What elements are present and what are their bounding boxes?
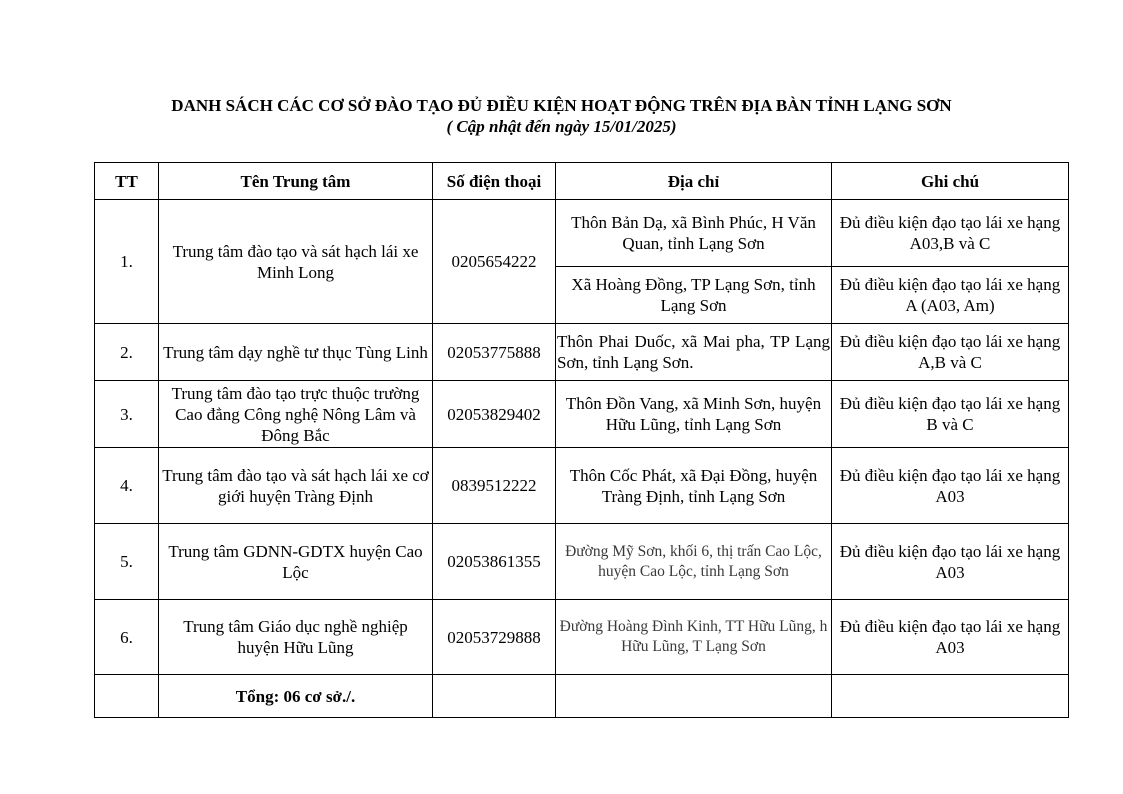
table-header-row bbox=[95, 163, 1069, 200]
header-phone: Số điện thoại bbox=[433, 163, 556, 200]
row-center-name: Trung tâm đào tạo và sát hạch lái xe cơ giới huyện Tràng Định bbox=[159, 448, 433, 524]
row-phone: 02053861355 bbox=[433, 524, 556, 600]
training-centers-table bbox=[94, 162, 1069, 718]
document-title: DANH SÁCH CÁC CƠ SỞ ĐÀO TẠO ĐỦ ĐIỀU KIỆN HOẠT ĐỘNG TRÊN ĐỊA BÀN TỈNH LẠNG SƠN bbox=[171, 96, 952, 115]
total-empty-tt bbox=[95, 675, 159, 718]
row-tt: 1. bbox=[95, 200, 159, 324]
row-tt: 6. bbox=[95, 600, 159, 675]
row-notes: Đủ điều kiện đạo tạo lái xe hạng A03 bbox=[832, 524, 1069, 600]
row-address: Thôn Cốc Phát, xã Đại Đồng, huyện Tràng Định, tỉnh Lạng Sơn bbox=[556, 448, 832, 524]
row-notes: Đủ điều kiện đạo tạo lái xe hạng A,B và C bbox=[832, 324, 1069, 381]
total-label: Tổng: 06 cơ sở./. bbox=[159, 675, 433, 718]
row-notes: Đủ điều kiện đạo tạo lái xe hạng A (A03, Am) bbox=[832, 267, 1069, 324]
row-address: Đường Hoàng Đình Kinh, TT Hữu Lũng, h Hữu Lũng, T Lạng Sơn bbox=[556, 600, 832, 675]
row-center-name: Trung tâm đào tạo trực thuộc trường Cao đẳng Công nghệ Nông Lâm và Đông Bắc bbox=[159, 381, 433, 448]
row-center-name: Trung tâm Giáo dục nghề nghiệp huyện Hữu Lũng bbox=[159, 600, 433, 675]
table-row bbox=[95, 200, 1069, 267]
row-notes: Đủ điều kiện đạo tạo lái xe hạng B và C bbox=[832, 381, 1069, 448]
row-address: Xã Hoàng Đồng, TP Lạng Sơn, tỉnh Lạng Sơn bbox=[556, 267, 832, 324]
table-row bbox=[95, 524, 1069, 600]
total-empty-notes bbox=[832, 675, 1069, 718]
total-empty-address bbox=[556, 675, 832, 718]
table-row bbox=[95, 381, 1069, 448]
table-row bbox=[95, 324, 1069, 381]
row-center-name: Trung tâm dạy nghề tư thục Tùng Linh bbox=[159, 324, 433, 381]
table-row bbox=[95, 448, 1069, 524]
row-address: Đường Mỹ Sơn, khối 6, thị trấn Cao Lộc, huyện Cao Lộc, tỉnh Lạng Sơn bbox=[556, 524, 832, 600]
header-center-name: Tên Trung tâm bbox=[159, 163, 433, 200]
total-empty-phone bbox=[433, 675, 556, 718]
row-notes: Đủ điều kiện đạo tạo lái xe hạng A03,B và C bbox=[832, 200, 1069, 267]
row-tt: 5. bbox=[95, 524, 159, 600]
header-tt: TT bbox=[95, 163, 159, 200]
header-notes: Ghi chú bbox=[832, 163, 1069, 200]
row-notes: Đủ điều kiện đạo tạo lái xe hạng A03 bbox=[832, 448, 1069, 524]
row-center-name: Trung tâm đào tạo và sát hạch lái xe Minh Long bbox=[159, 200, 433, 324]
row-phone: 0205654222 bbox=[433, 200, 556, 324]
row-phone: 0839512222 bbox=[433, 448, 556, 524]
row-notes: Đủ điều kiện đạo tạo lái xe hạng A03 bbox=[832, 600, 1069, 675]
row-address: Thôn Phai Duốc, xã Mai pha, TP Lạng Sơn, tỉnh Lạng Sơn. bbox=[556, 324, 832, 381]
row-address: Thôn Bản Dạ, xã Bình Phúc, H Văn Quan, tỉnh Lạng Sơn bbox=[556, 200, 832, 267]
row-tt: 4. bbox=[95, 448, 159, 524]
document-subtitle: ( Cập nhật đến ngày 15/01/2025) bbox=[446, 117, 677, 136]
table-total-row bbox=[95, 675, 1069, 718]
row-center-name: Trung tâm GDNN-GDTX huyện Cao Lộc bbox=[159, 524, 433, 600]
row-phone: 02053775888 bbox=[433, 324, 556, 381]
row-phone: 02053729888 bbox=[433, 600, 556, 675]
row-address: Thôn Đồn Vang, xã Minh Sơn, huyện Hữu Lũng, tỉnh Lạng Sơn bbox=[556, 381, 832, 448]
row-tt: 2. bbox=[95, 324, 159, 381]
row-tt: 3. bbox=[95, 381, 159, 448]
table-row bbox=[95, 600, 1069, 675]
row-phone: 02053829402 bbox=[433, 381, 556, 448]
header-address: Địa chỉ bbox=[556, 163, 832, 200]
